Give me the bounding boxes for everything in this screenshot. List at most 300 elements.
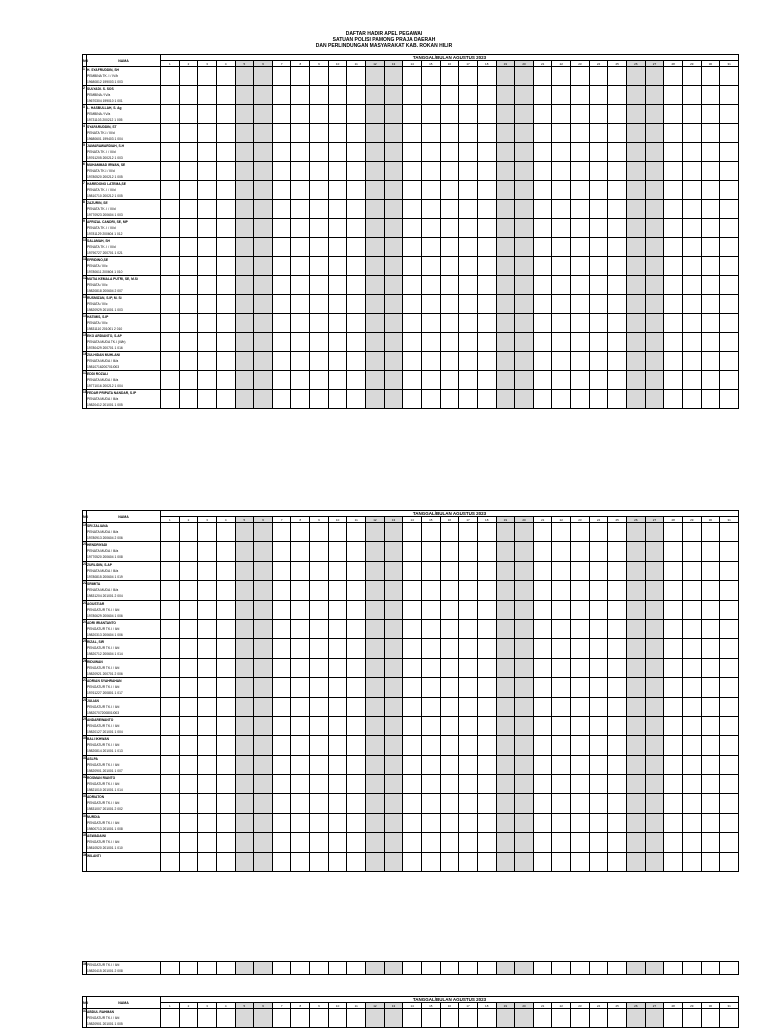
attendance-cell[interactable] bbox=[403, 352, 422, 371]
attendance-cell[interactable] bbox=[440, 600, 459, 619]
attendance-cell[interactable] bbox=[552, 67, 571, 86]
attendance-cell[interactable] bbox=[328, 371, 347, 390]
attendance-cell[interactable] bbox=[198, 736, 217, 755]
attendance-cell[interactable] bbox=[682, 658, 701, 677]
attendance-cell[interactable] bbox=[198, 619, 217, 638]
attendance-cell[interactable] bbox=[198, 697, 217, 716]
attendance-cell[interactable] bbox=[235, 542, 254, 561]
attendance-cell[interactable] bbox=[608, 295, 627, 314]
attendance-cell[interactable] bbox=[235, 352, 254, 371]
attendance-cell[interactable] bbox=[272, 678, 291, 697]
attendance-cell[interactable] bbox=[552, 105, 571, 124]
attendance-cell[interactable] bbox=[254, 561, 273, 580]
attendance-cell[interactable] bbox=[682, 697, 701, 716]
attendance-cell[interactable] bbox=[403, 371, 422, 390]
attendance-cell[interactable] bbox=[682, 794, 701, 813]
attendance-cell[interactable] bbox=[552, 276, 571, 295]
attendance-cell[interactable] bbox=[515, 581, 534, 600]
attendance-cell[interactable] bbox=[403, 257, 422, 276]
attendance-cell[interactable] bbox=[347, 639, 366, 658]
attendance-cell[interactable] bbox=[459, 162, 478, 181]
attendance-cell[interactable] bbox=[179, 181, 198, 200]
attendance-cell[interactable] bbox=[198, 1009, 217, 1028]
attendance-cell[interactable] bbox=[179, 678, 198, 697]
attendance-cell[interactable] bbox=[701, 162, 720, 181]
attendance-cell[interactable] bbox=[347, 658, 366, 677]
attendance-cell[interactable] bbox=[235, 561, 254, 580]
attendance-cell[interactable] bbox=[216, 1009, 235, 1028]
attendance-cell[interactable] bbox=[366, 600, 385, 619]
attendance-cell[interactable] bbox=[310, 181, 329, 200]
attendance-cell[interactable] bbox=[608, 561, 627, 580]
attendance-cell[interactable] bbox=[571, 219, 590, 238]
attendance-cell[interactable] bbox=[421, 523, 440, 542]
attendance-cell[interactable] bbox=[720, 852, 739, 871]
attendance-cell[interactable] bbox=[347, 86, 366, 105]
attendance-cell[interactable] bbox=[179, 67, 198, 86]
attendance-cell[interactable] bbox=[477, 333, 496, 352]
attendance-cell[interactable] bbox=[533, 276, 552, 295]
attendance-cell[interactable] bbox=[459, 124, 478, 143]
attendance-cell[interactable] bbox=[664, 67, 683, 86]
attendance-cell[interactable] bbox=[272, 314, 291, 333]
attendance-cell[interactable] bbox=[216, 794, 235, 813]
attendance-cell[interactable] bbox=[347, 371, 366, 390]
attendance-cell[interactable] bbox=[366, 561, 385, 580]
attendance-cell[interactable] bbox=[552, 716, 571, 735]
attendance-cell[interactable] bbox=[645, 678, 664, 697]
attendance-cell[interactable] bbox=[161, 581, 180, 600]
attendance-cell[interactable] bbox=[254, 736, 273, 755]
attendance-cell[interactable] bbox=[627, 162, 646, 181]
attendance-cell[interactable] bbox=[310, 67, 329, 86]
attendance-cell[interactable] bbox=[161, 600, 180, 619]
attendance-cell[interactable] bbox=[720, 523, 739, 542]
attendance-cell[interactable] bbox=[496, 352, 515, 371]
attendance-cell[interactable] bbox=[496, 581, 515, 600]
attendance-cell[interactable] bbox=[310, 678, 329, 697]
attendance-cell[interactable] bbox=[272, 619, 291, 638]
attendance-cell[interactable] bbox=[515, 181, 534, 200]
attendance-cell[interactable] bbox=[421, 600, 440, 619]
attendance-cell[interactable] bbox=[254, 775, 273, 794]
attendance-cell[interactable] bbox=[254, 523, 273, 542]
attendance-cell[interactable] bbox=[216, 200, 235, 219]
attendance-cell[interactable] bbox=[477, 755, 496, 774]
attendance-cell[interactable] bbox=[291, 124, 310, 143]
attendance-cell[interactable] bbox=[216, 716, 235, 735]
attendance-cell[interactable] bbox=[720, 794, 739, 813]
attendance-cell[interactable] bbox=[254, 390, 273, 409]
attendance-cell[interactable] bbox=[291, 105, 310, 124]
attendance-cell[interactable] bbox=[552, 561, 571, 580]
attendance-cell[interactable] bbox=[440, 86, 459, 105]
attendance-cell[interactable] bbox=[310, 200, 329, 219]
attendance-cell[interactable] bbox=[440, 542, 459, 561]
attendance-cell[interactable] bbox=[235, 1009, 254, 1028]
attendance-cell[interactable] bbox=[403, 542, 422, 561]
attendance-cell[interactable] bbox=[477, 352, 496, 371]
attendance-cell[interactable] bbox=[496, 794, 515, 813]
attendance-cell[interactable] bbox=[589, 678, 608, 697]
attendance-cell[interactable] bbox=[552, 600, 571, 619]
attendance-cell[interactable] bbox=[272, 775, 291, 794]
attendance-cell[interactable] bbox=[515, 67, 534, 86]
attendance-cell[interactable] bbox=[477, 658, 496, 677]
attendance-cell[interactable] bbox=[384, 697, 403, 716]
attendance-cell[interactable] bbox=[421, 143, 440, 162]
attendance-cell[interactable] bbox=[198, 678, 217, 697]
attendance-cell[interactable] bbox=[310, 833, 329, 852]
attendance-cell[interactable] bbox=[496, 295, 515, 314]
attendance-cell[interactable] bbox=[161, 619, 180, 638]
attendance-cell[interactable] bbox=[328, 314, 347, 333]
attendance-cell[interactable] bbox=[310, 219, 329, 238]
attendance-cell[interactable] bbox=[179, 561, 198, 580]
attendance-cell[interactable] bbox=[272, 181, 291, 200]
attendance-cell[interactable] bbox=[179, 736, 198, 755]
attendance-cell[interactable] bbox=[198, 962, 217, 975]
attendance-cell[interactable] bbox=[310, 775, 329, 794]
attendance-cell[interactable] bbox=[235, 314, 254, 333]
attendance-cell[interactable] bbox=[701, 755, 720, 774]
attendance-cell[interactable] bbox=[571, 162, 590, 181]
attendance-cell[interactable] bbox=[608, 352, 627, 371]
attendance-cell[interactable] bbox=[421, 295, 440, 314]
attendance-cell[interactable] bbox=[477, 162, 496, 181]
attendance-cell[interactable] bbox=[328, 542, 347, 561]
attendance-cell[interactable] bbox=[496, 833, 515, 852]
attendance-cell[interactable] bbox=[310, 736, 329, 755]
attendance-cell[interactable] bbox=[701, 276, 720, 295]
attendance-cell[interactable] bbox=[347, 124, 366, 143]
attendance-cell[interactable] bbox=[310, 639, 329, 658]
attendance-cell[interactable] bbox=[496, 962, 515, 975]
attendance-cell[interactable] bbox=[477, 619, 496, 638]
attendance-cell[interactable] bbox=[347, 852, 366, 871]
attendance-cell[interactable] bbox=[459, 775, 478, 794]
attendance-cell[interactable] bbox=[291, 314, 310, 333]
attendance-cell[interactable] bbox=[664, 257, 683, 276]
attendance-cell[interactable] bbox=[291, 238, 310, 257]
attendance-cell[interactable] bbox=[161, 561, 180, 580]
attendance-cell[interactable] bbox=[254, 658, 273, 677]
attendance-cell[interactable] bbox=[216, 813, 235, 832]
attendance-cell[interactable] bbox=[459, 561, 478, 580]
attendance-cell[interactable] bbox=[459, 200, 478, 219]
attendance-cell[interactable] bbox=[701, 124, 720, 143]
attendance-cell[interactable] bbox=[216, 833, 235, 852]
attendance-cell[interactable] bbox=[664, 276, 683, 295]
attendance-cell[interactable] bbox=[328, 755, 347, 774]
attendance-cell[interactable] bbox=[440, 200, 459, 219]
attendance-cell[interactable] bbox=[496, 736, 515, 755]
attendance-cell[interactable] bbox=[291, 794, 310, 813]
attendance-cell[interactable] bbox=[645, 581, 664, 600]
attendance-cell[interactable] bbox=[496, 775, 515, 794]
attendance-cell[interactable] bbox=[179, 813, 198, 832]
attendance-cell[interactable] bbox=[496, 600, 515, 619]
attendance-cell[interactable] bbox=[328, 86, 347, 105]
attendance-cell[interactable] bbox=[310, 257, 329, 276]
attendance-cell[interactable] bbox=[366, 775, 385, 794]
attendance-cell[interactable] bbox=[589, 105, 608, 124]
attendance-cell[interactable] bbox=[645, 67, 664, 86]
attendance-cell[interactable] bbox=[440, 962, 459, 975]
attendance-cell[interactable] bbox=[403, 314, 422, 333]
attendance-cell[interactable] bbox=[347, 542, 366, 561]
attendance-cell[interactable] bbox=[235, 257, 254, 276]
attendance-cell[interactable] bbox=[645, 716, 664, 735]
attendance-cell[interactable] bbox=[161, 200, 180, 219]
attendance-cell[interactable] bbox=[645, 1009, 664, 1028]
attendance-cell[interactable] bbox=[384, 295, 403, 314]
attendance-cell[interactable] bbox=[272, 390, 291, 409]
attendance-cell[interactable] bbox=[459, 755, 478, 774]
attendance-cell[interactable] bbox=[515, 257, 534, 276]
attendance-cell[interactable] bbox=[216, 561, 235, 580]
attendance-cell[interactable] bbox=[384, 219, 403, 238]
attendance-cell[interactable] bbox=[347, 200, 366, 219]
attendance-cell[interactable] bbox=[347, 105, 366, 124]
attendance-cell[interactable] bbox=[421, 813, 440, 832]
attendance-cell[interactable] bbox=[235, 658, 254, 677]
attendance-cell[interactable] bbox=[235, 852, 254, 871]
attendance-cell[interactable] bbox=[645, 390, 664, 409]
attendance-cell[interactable] bbox=[701, 736, 720, 755]
attendance-cell[interactable] bbox=[328, 276, 347, 295]
attendance-cell[interactable] bbox=[720, 716, 739, 735]
attendance-cell[interactable] bbox=[179, 219, 198, 238]
attendance-cell[interactable] bbox=[347, 697, 366, 716]
attendance-cell[interactable] bbox=[254, 295, 273, 314]
attendance-cell[interactable] bbox=[161, 697, 180, 716]
attendance-cell[interactable] bbox=[701, 542, 720, 561]
attendance-cell[interactable] bbox=[720, 143, 739, 162]
attendance-cell[interactable] bbox=[384, 162, 403, 181]
attendance-cell[interactable] bbox=[720, 86, 739, 105]
attendance-cell[interactable] bbox=[235, 371, 254, 390]
attendance-cell[interactable] bbox=[477, 86, 496, 105]
attendance-cell[interactable] bbox=[310, 697, 329, 716]
attendance-cell[interactable] bbox=[198, 162, 217, 181]
attendance-cell[interactable] bbox=[515, 390, 534, 409]
attendance-cell[interactable] bbox=[645, 143, 664, 162]
attendance-cell[interactable] bbox=[347, 314, 366, 333]
attendance-cell[interactable] bbox=[459, 658, 478, 677]
attendance-cell[interactable] bbox=[664, 86, 683, 105]
attendance-cell[interactable] bbox=[477, 143, 496, 162]
attendance-cell[interactable] bbox=[216, 600, 235, 619]
attendance-cell[interactable] bbox=[477, 295, 496, 314]
attendance-cell[interactable] bbox=[421, 1009, 440, 1028]
attendance-cell[interactable] bbox=[589, 162, 608, 181]
attendance-cell[interactable] bbox=[701, 390, 720, 409]
attendance-cell[interactable] bbox=[515, 219, 534, 238]
attendance-cell[interactable] bbox=[496, 219, 515, 238]
attendance-cell[interactable] bbox=[496, 162, 515, 181]
attendance-cell[interactable] bbox=[179, 658, 198, 677]
attendance-cell[interactable] bbox=[608, 600, 627, 619]
attendance-cell[interactable] bbox=[552, 295, 571, 314]
attendance-cell[interactable] bbox=[198, 755, 217, 774]
attendance-cell[interactable] bbox=[347, 238, 366, 257]
attendance-cell[interactable] bbox=[552, 542, 571, 561]
attendance-cell[interactable] bbox=[384, 600, 403, 619]
attendance-cell[interactable] bbox=[645, 352, 664, 371]
attendance-cell[interactable] bbox=[440, 143, 459, 162]
attendance-cell[interactable] bbox=[627, 352, 646, 371]
attendance-cell[interactable] bbox=[682, 333, 701, 352]
attendance-cell[interactable] bbox=[496, 619, 515, 638]
attendance-cell[interactable] bbox=[366, 678, 385, 697]
attendance-cell[interactable] bbox=[477, 371, 496, 390]
attendance-cell[interactable] bbox=[216, 352, 235, 371]
attendance-cell[interactable] bbox=[421, 833, 440, 852]
attendance-cell[interactable] bbox=[496, 333, 515, 352]
attendance-cell[interactable] bbox=[682, 813, 701, 832]
attendance-cell[interactable] bbox=[328, 852, 347, 871]
attendance-cell[interactable] bbox=[366, 619, 385, 638]
attendance-cell[interactable] bbox=[421, 581, 440, 600]
attendance-cell[interactable] bbox=[477, 678, 496, 697]
attendance-cell[interactable] bbox=[440, 333, 459, 352]
attendance-cell[interactable] bbox=[403, 658, 422, 677]
attendance-cell[interactable] bbox=[645, 833, 664, 852]
attendance-cell[interactable] bbox=[366, 352, 385, 371]
attendance-cell[interactable] bbox=[272, 755, 291, 774]
attendance-cell[interactable] bbox=[347, 755, 366, 774]
attendance-cell[interactable] bbox=[403, 697, 422, 716]
attendance-cell[interactable] bbox=[533, 162, 552, 181]
attendance-cell[interactable] bbox=[216, 581, 235, 600]
attendance-cell[interactable] bbox=[701, 581, 720, 600]
attendance-cell[interactable] bbox=[496, 658, 515, 677]
attendance-cell[interactable] bbox=[589, 238, 608, 257]
attendance-cell[interactable] bbox=[571, 716, 590, 735]
attendance-cell[interactable] bbox=[664, 219, 683, 238]
attendance-cell[interactable] bbox=[254, 200, 273, 219]
attendance-cell[interactable] bbox=[291, 67, 310, 86]
attendance-cell[interactable] bbox=[533, 852, 552, 871]
attendance-cell[interactable] bbox=[384, 736, 403, 755]
attendance-cell[interactable] bbox=[310, 962, 329, 975]
attendance-cell[interactable] bbox=[179, 755, 198, 774]
attendance-cell[interactable] bbox=[701, 658, 720, 677]
attendance-cell[interactable] bbox=[291, 678, 310, 697]
attendance-cell[interactable] bbox=[198, 775, 217, 794]
attendance-cell[interactable] bbox=[272, 162, 291, 181]
attendance-cell[interactable] bbox=[291, 276, 310, 295]
attendance-cell[interactable] bbox=[347, 276, 366, 295]
attendance-cell[interactable] bbox=[515, 86, 534, 105]
attendance-cell[interactable] bbox=[254, 105, 273, 124]
attendance-cell[interactable] bbox=[459, 86, 478, 105]
attendance-cell[interactable] bbox=[366, 755, 385, 774]
attendance-cell[interactable] bbox=[403, 775, 422, 794]
attendance-cell[interactable] bbox=[701, 67, 720, 86]
attendance-cell[interactable] bbox=[366, 852, 385, 871]
attendance-cell[interactable] bbox=[328, 200, 347, 219]
attendance-cell[interactable] bbox=[366, 639, 385, 658]
attendance-cell[interactable] bbox=[701, 775, 720, 794]
attendance-cell[interactable] bbox=[645, 295, 664, 314]
attendance-cell[interactable] bbox=[664, 833, 683, 852]
attendance-cell[interactable] bbox=[403, 181, 422, 200]
attendance-cell[interactable] bbox=[384, 238, 403, 257]
attendance-cell[interactable] bbox=[515, 143, 534, 162]
attendance-cell[interactable] bbox=[254, 162, 273, 181]
attendance-cell[interactable] bbox=[720, 600, 739, 619]
attendance-cell[interactable] bbox=[459, 181, 478, 200]
attendance-cell[interactable] bbox=[664, 333, 683, 352]
attendance-cell[interactable] bbox=[235, 581, 254, 600]
attendance-cell[interactable] bbox=[254, 794, 273, 813]
attendance-cell[interactable] bbox=[421, 639, 440, 658]
attendance-cell[interactable] bbox=[515, 639, 534, 658]
attendance-cell[interactable] bbox=[552, 962, 571, 975]
attendance-cell[interactable] bbox=[645, 181, 664, 200]
attendance-cell[interactable] bbox=[235, 295, 254, 314]
attendance-cell[interactable] bbox=[347, 257, 366, 276]
attendance-cell[interactable] bbox=[682, 755, 701, 774]
attendance-cell[interactable] bbox=[161, 523, 180, 542]
attendance-cell[interactable] bbox=[291, 697, 310, 716]
attendance-cell[interactable] bbox=[459, 238, 478, 257]
attendance-cell[interactable] bbox=[179, 697, 198, 716]
attendance-cell[interactable] bbox=[366, 523, 385, 542]
attendance-cell[interactable] bbox=[235, 794, 254, 813]
attendance-cell[interactable] bbox=[515, 658, 534, 677]
attendance-cell[interactable] bbox=[627, 542, 646, 561]
attendance-cell[interactable] bbox=[589, 581, 608, 600]
attendance-cell[interactable] bbox=[701, 852, 720, 871]
attendance-cell[interactable] bbox=[552, 181, 571, 200]
attendance-cell[interactable] bbox=[161, 390, 180, 409]
attendance-cell[interactable] bbox=[366, 67, 385, 86]
attendance-cell[interactable] bbox=[459, 523, 478, 542]
attendance-cell[interactable] bbox=[328, 962, 347, 975]
attendance-cell[interactable] bbox=[608, 276, 627, 295]
attendance-cell[interactable] bbox=[608, 67, 627, 86]
attendance-cell[interactable] bbox=[421, 105, 440, 124]
attendance-cell[interactable] bbox=[272, 124, 291, 143]
attendance-cell[interactable] bbox=[310, 813, 329, 832]
attendance-cell[interactable] bbox=[664, 736, 683, 755]
attendance-cell[interactable] bbox=[701, 794, 720, 813]
attendance-cell[interactable] bbox=[403, 962, 422, 975]
attendance-cell[interactable] bbox=[366, 813, 385, 832]
attendance-cell[interactable] bbox=[366, 581, 385, 600]
attendance-cell[interactable] bbox=[216, 86, 235, 105]
attendance-cell[interactable] bbox=[552, 124, 571, 143]
attendance-cell[interactable] bbox=[533, 542, 552, 561]
attendance-cell[interactable] bbox=[235, 333, 254, 352]
attendance-cell[interactable] bbox=[701, 697, 720, 716]
attendance-cell[interactable] bbox=[161, 833, 180, 852]
attendance-cell[interactable] bbox=[477, 219, 496, 238]
attendance-cell[interactable] bbox=[608, 333, 627, 352]
attendance-cell[interactable] bbox=[645, 600, 664, 619]
attendance-cell[interactable] bbox=[421, 276, 440, 295]
attendance-cell[interactable] bbox=[496, 755, 515, 774]
attendance-cell[interactable] bbox=[533, 600, 552, 619]
attendance-cell[interactable] bbox=[384, 716, 403, 735]
attendance-cell[interactable] bbox=[328, 67, 347, 86]
attendance-cell[interactable] bbox=[608, 257, 627, 276]
attendance-cell[interactable] bbox=[608, 658, 627, 677]
attendance-cell[interactable] bbox=[440, 371, 459, 390]
